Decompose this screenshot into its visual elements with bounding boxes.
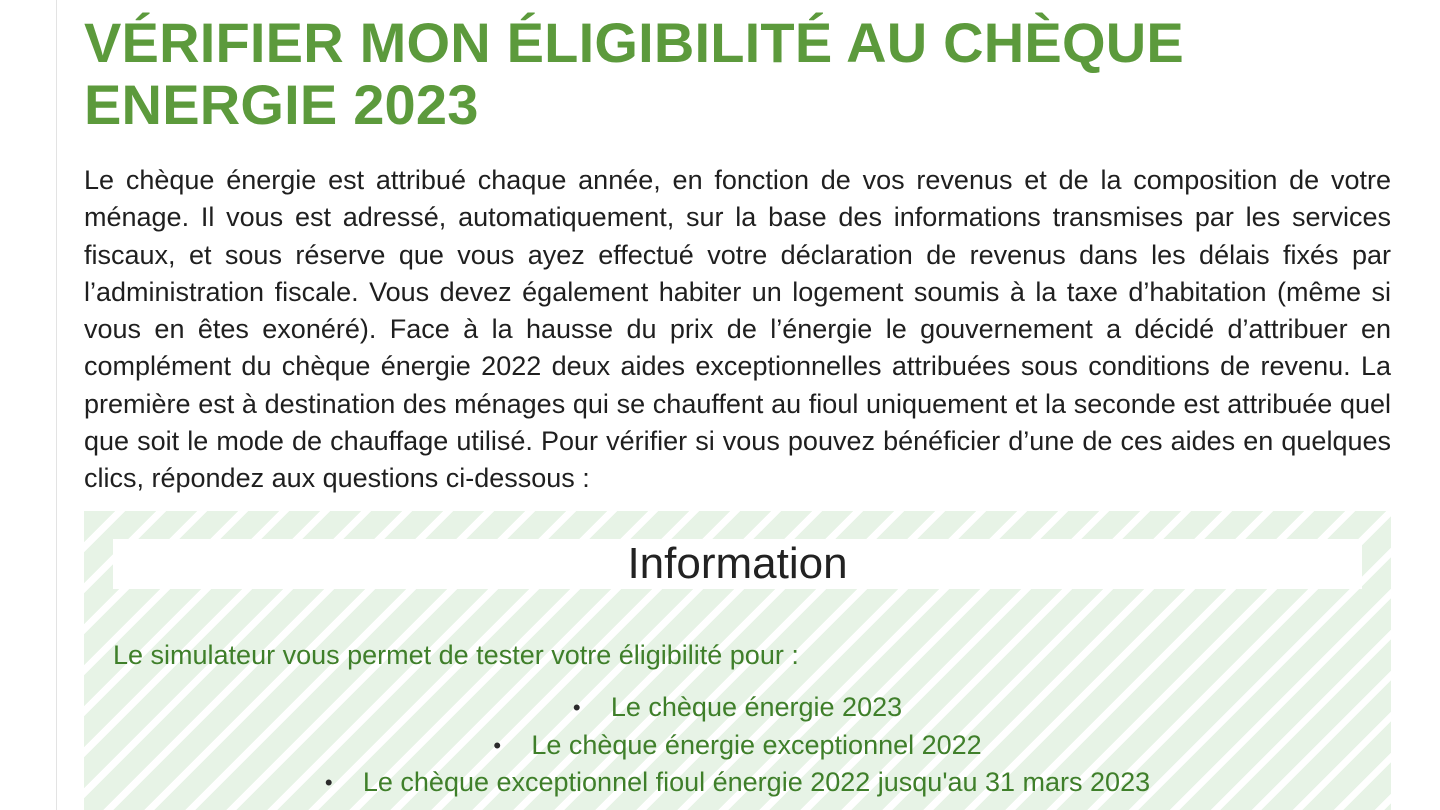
information-box — [84, 511, 1391, 810]
page-title — [84, 12, 1391, 136]
page-title-line-1: VÉRIFIER MON ÉLIGIBILITÉ AU CHÈQUE — [84, 11, 1184, 74]
list-item-label: Le chèque exceptionnel fioul énergie 2022 jusqu'au 31 mars 2023 — [362, 767, 1151, 797]
list-item — [84, 727, 1391, 765]
page-title-line-2: ENERGIE 2023 — [84, 73, 479, 136]
intro-paragraph: Le chèque énergie est attribué chaque année, en fonction de vos revenus et de la composition de votre ménage. Il vous est adressé, automatiquement, sur la base des informations transmises par les services fiscaux, et sous réserve que vous ayez effectué votre déclaration de revenus dans les délais fixés par l’administration fiscale. Vous devez également habiter un logement soumis à la taxe d’habitation (même si vous en êtes exonéré). Face à la hausse du prix de l’énergie le gouvernement a décidé d’attribuer en complément du chèque énergie 2022 deux aides exceptionnelles attribuées sous conditions de revenu. La première est à destination des ménages qui se chauffent au fioul uniquement et la seconde est attribuée quel que soit le mode de chauffage utilisé. Pour vérifier si vous pouvez bénéficier d’une de ces aides en quelques clics, répondez aux questions ci-dessous : — [84, 165, 1391, 494]
bullet-icon: • — [572, 695, 581, 720]
list-item — [84, 689, 1391, 727]
information-lead-text: Le simulateur vous permet de tester votre éligibilité pour : — [113, 640, 799, 670]
list-item-label: Le chèque énergie exceptionnel 2022 — [531, 729, 982, 760]
left-border-divider — [56, 0, 57, 810]
list-item — [84, 764, 1391, 802]
main-content — [84, 0, 1391, 797]
eligibility-list — [84, 689, 1391, 802]
bullet-icon: • — [493, 732, 502, 758]
list-item-label: Le chèque énergie 2023 — [610, 692, 903, 722]
bullet-icon: • — [324, 770, 333, 795]
information-header — [113, 539, 1362, 589]
information-title: Information — [627, 539, 848, 588]
